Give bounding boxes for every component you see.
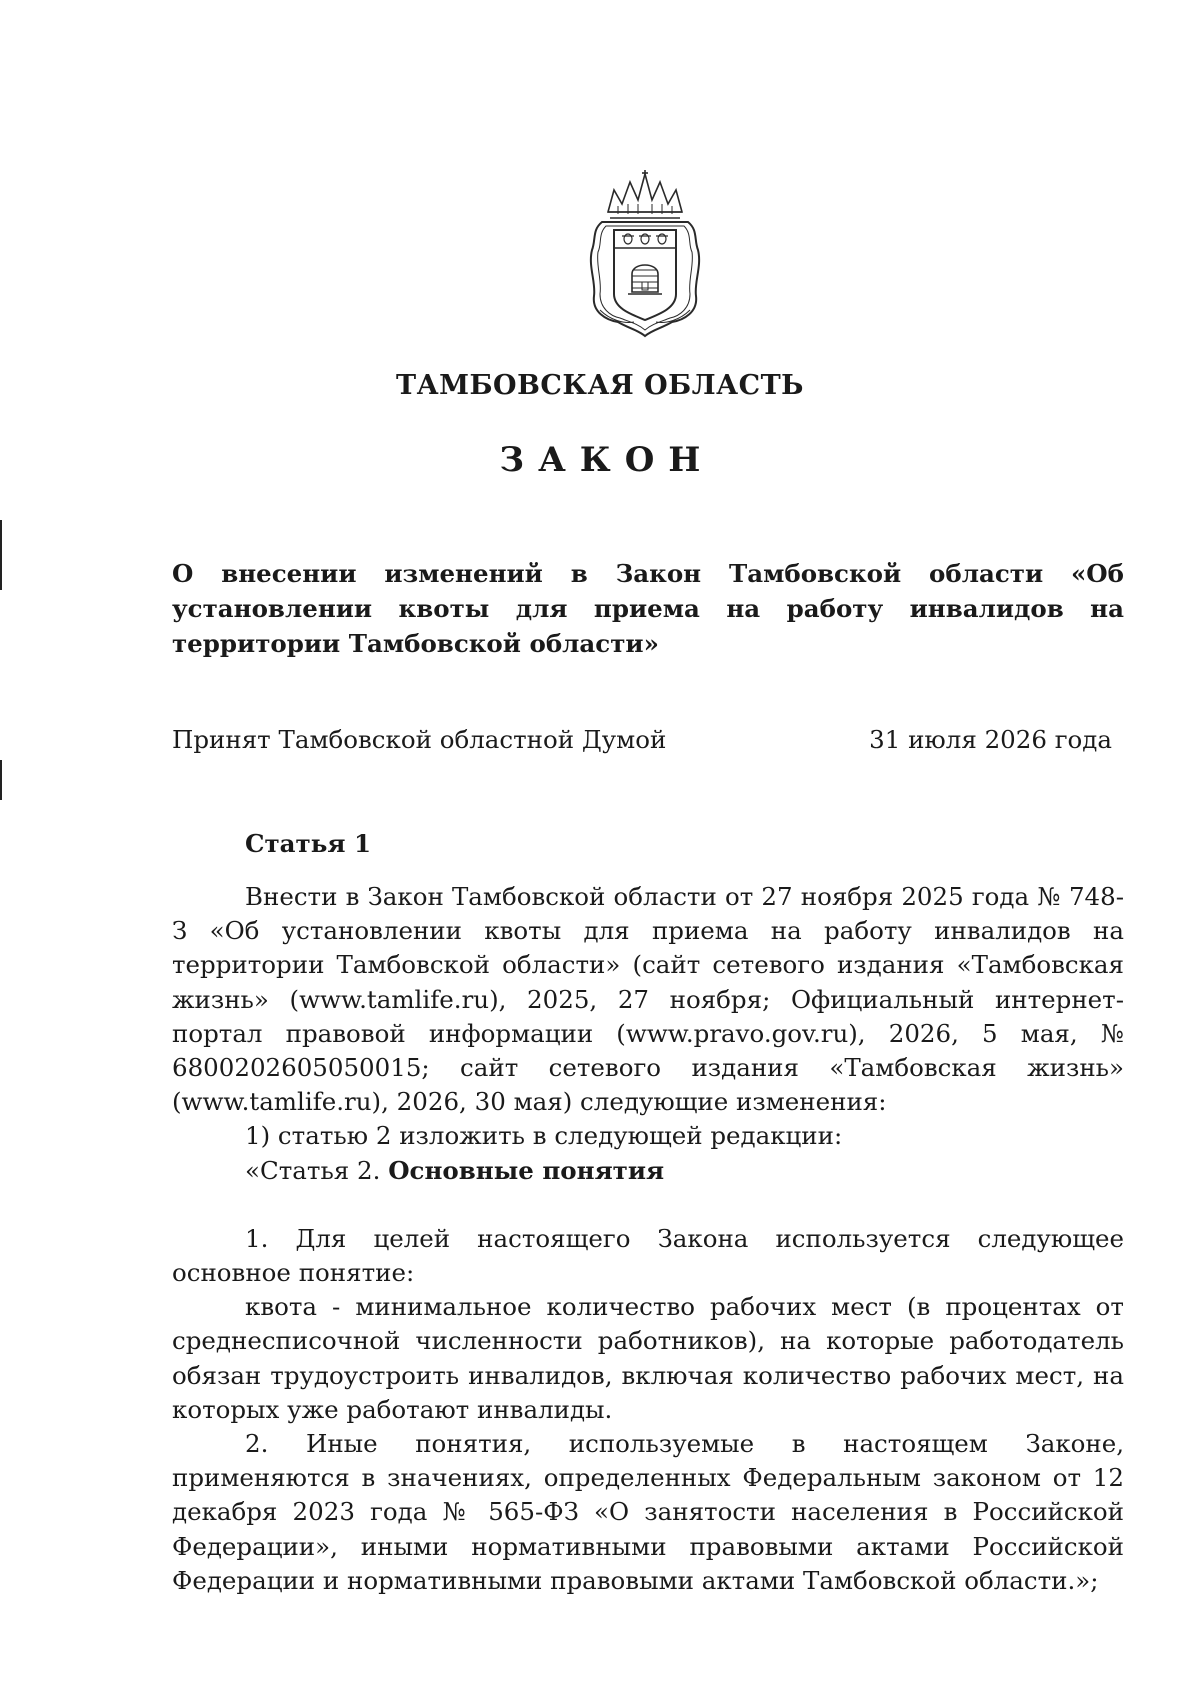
scan-edge-mark [0, 760, 2, 800]
paragraph-2: 2. Иные понятия, используемые в настоящем Законе, применяются в значениях, определенных Федеральным законом от 12 декабря 2023 года № 565-ФЗ «О занятости населения в Российской Федерации», иными нормативными правовыми актами Российской Федерации и нормативными правовыми актами Тамбовской области.»; [172, 1429, 1124, 1595]
article-body [172, 880, 1124, 1598]
quota-definition: квота - минимальное количество рабочих мест (в процентах от среднесписочной численности работников), на которые работодатель обязан трудоустроить инвалидов, включая количество рабочих мест, на которых уже работают инвалиды. [172, 1292, 1124, 1424]
region-title: ТАМБОВСКАЯ ОБЛАСТЬ [396, 370, 804, 401]
adoption-date: 31 июля 2026 года [869, 725, 1112, 754]
new-article-title: Основные понятия [388, 1155, 665, 1185]
amendment-item: 1) статью 2 изложить в следующей редакции: [245, 1121, 843, 1151]
new-article-prefix: «Статья 2. [245, 1155, 389, 1185]
paragraph-1: 1. Для целей настоящего Закона используется следующее основное понятие: [172, 1223, 1124, 1288]
adopted-by: Принят Тамбовской областной Думой [172, 725, 667, 754]
document-type: ЗАКОН [499, 440, 715, 480]
law-title: О внесении изменений в Закон Тамбовской области «Об установлении квоты для приема на работу инвалидов на территории Тамбовской области» [172, 559, 1124, 658]
new-article-heading [172, 1154, 1124, 1188]
scan-edge-mark [0, 520, 2, 590]
adoption-line [172, 722, 1124, 757]
article-heading: Статья 1 [245, 829, 372, 858]
coat-of-arms-icon [588, 170, 702, 338]
article-intro-paragraph: Внести в Закон Тамбовской области от 27 ноября 2025 года № 748-З «Об установлении квоты для приема на работу инвалидов на территории Тамбовской области» (сайт сетевого издания «Тамбовская жизнь» (www.tamlife.ru), 2025, 27 ноября; Официальный интернет-портал правовой информации (www.pravo.gov.ru), 2026, 5 мая, № 6800202605050015; сайт сетевого издания «Тамбовская жизнь» (www.tamlife.ru), 2026, 30 мая) следующие изменения: [172, 882, 1124, 1117]
